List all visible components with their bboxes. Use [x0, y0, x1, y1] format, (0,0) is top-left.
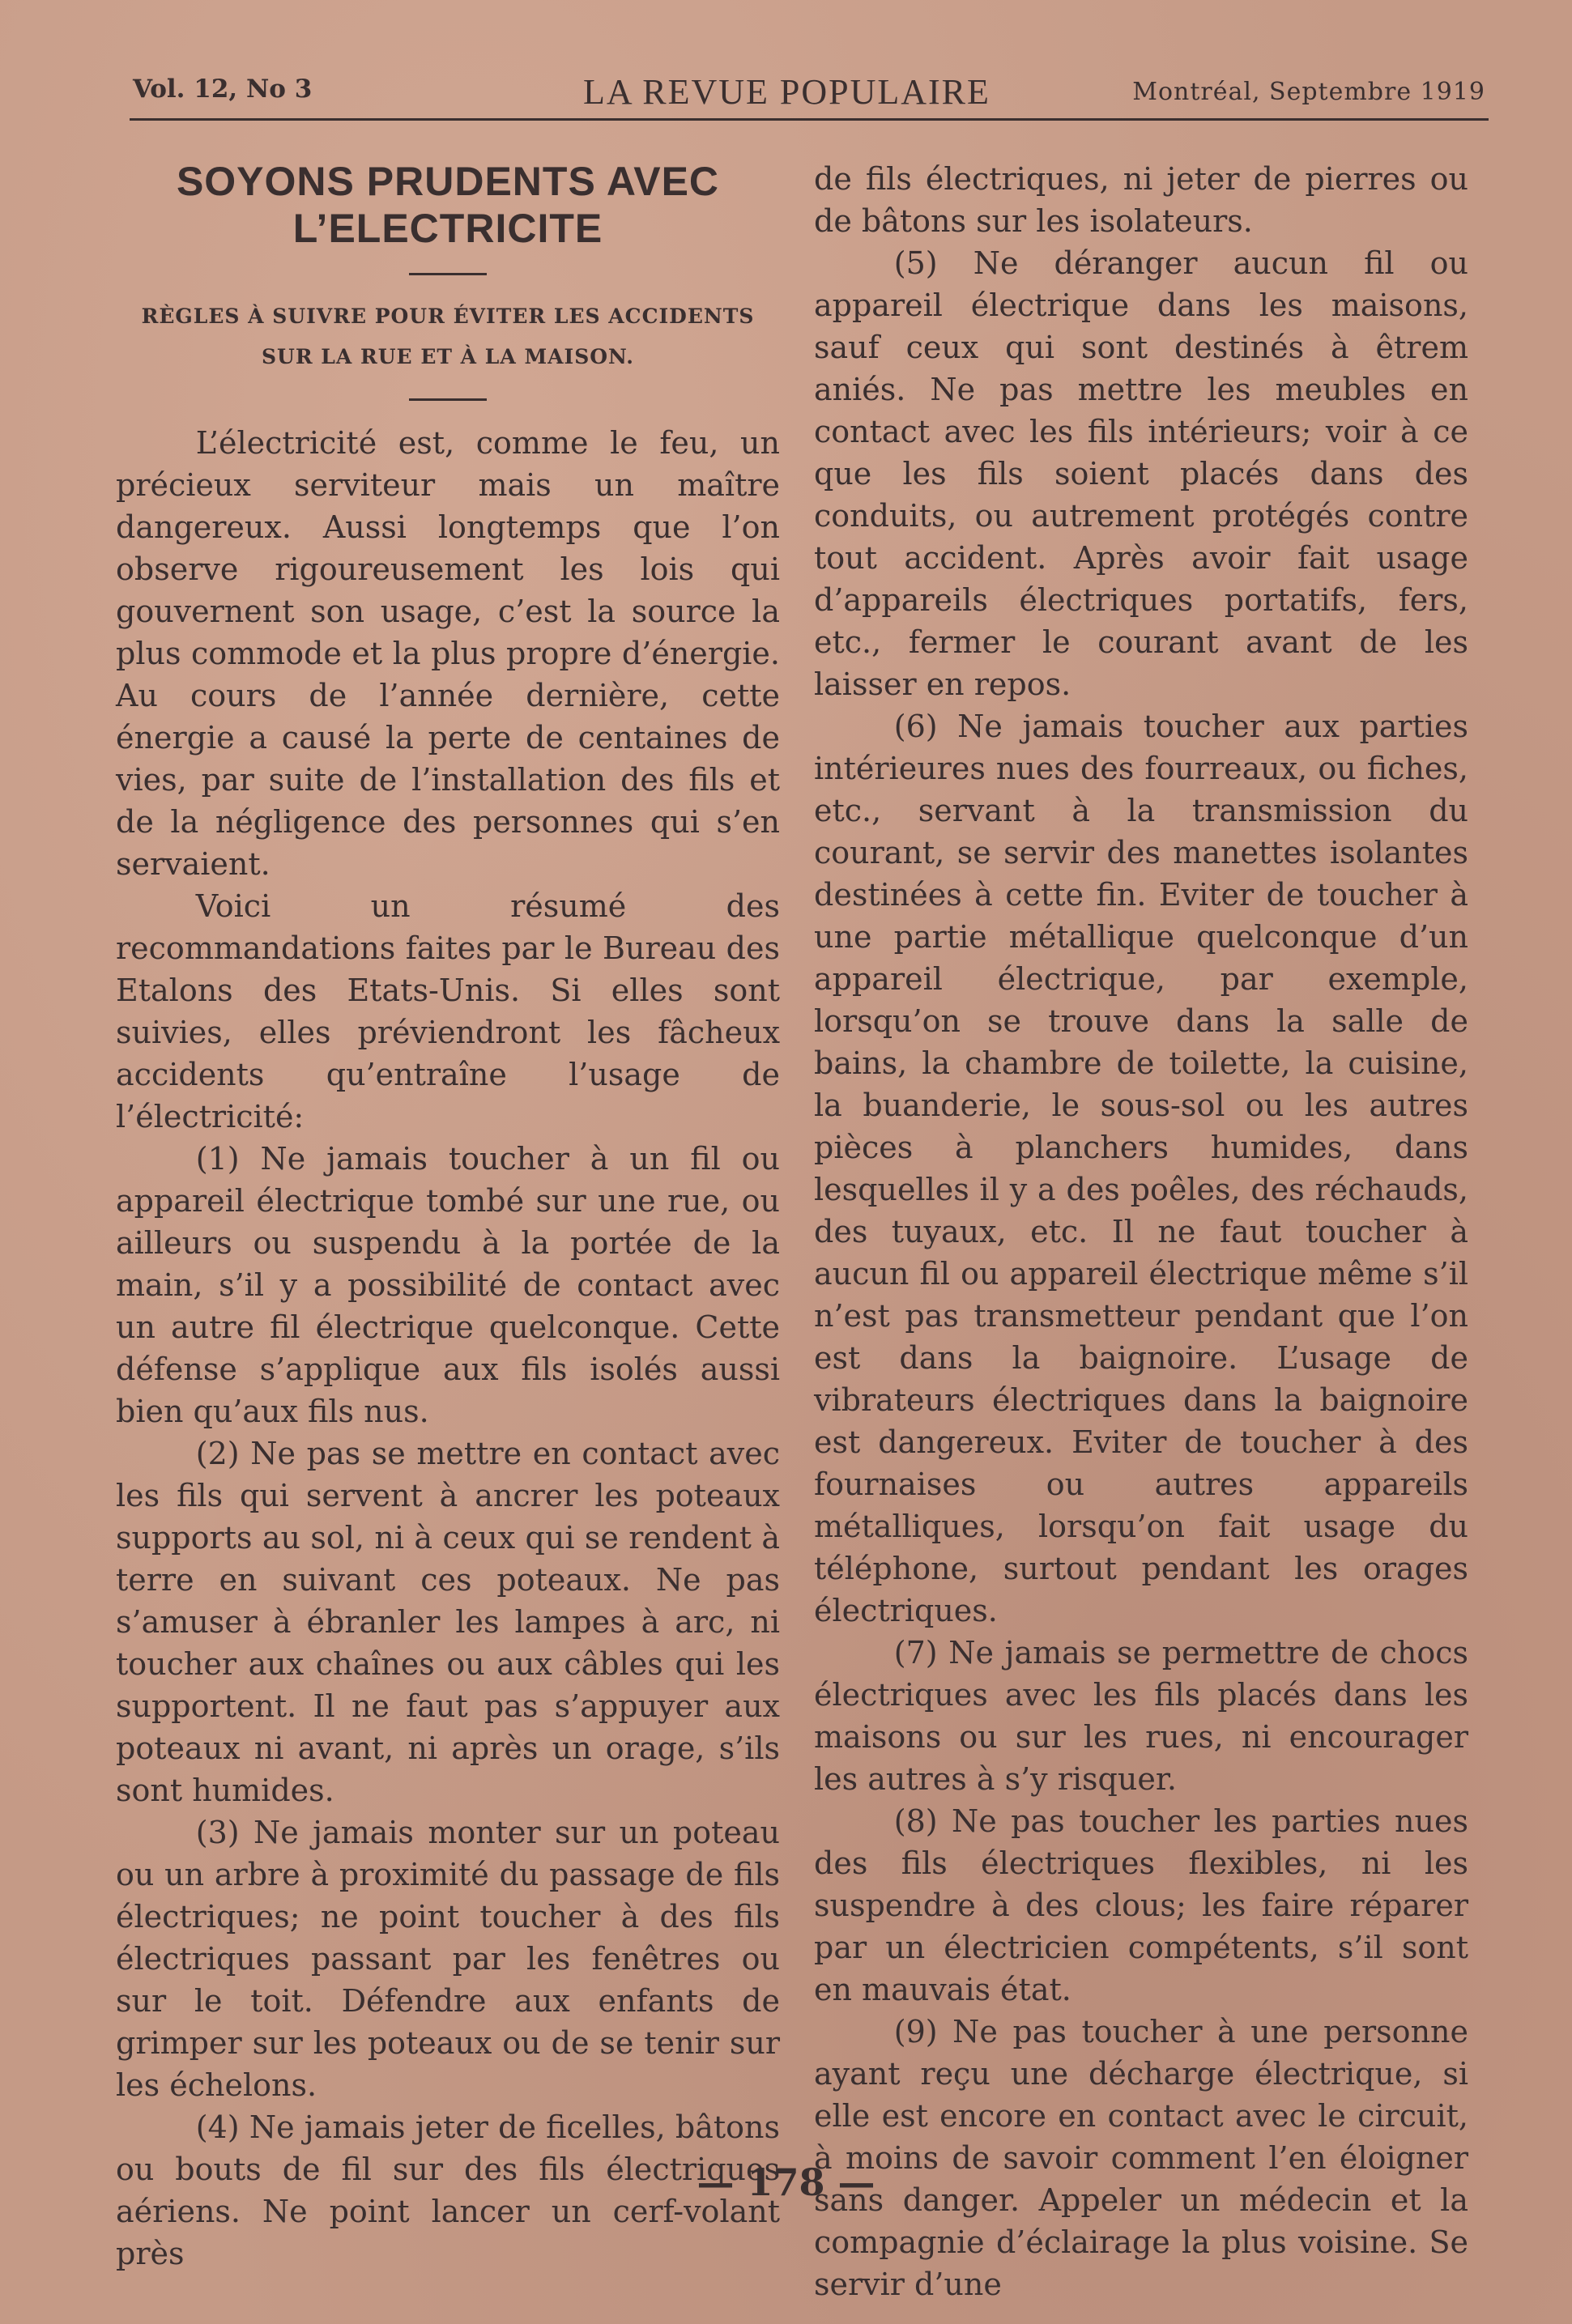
summary-paragraph: Voici un résumé des recommandations faites par le Bureau des Etalons des Etats-Unis. Si elles sont suivies, elles préviendront les fâcheux accidents qu’entraîne l’usage de l’électricité: [116, 888, 780, 1134]
article-title-line-1: SOYONS PRUDENTS AVEC [176, 159, 720, 204]
article-title [116, 158, 780, 252]
article-subtitle-line-2: SUR LA RUE ET À LA MAISON. [261, 345, 635, 368]
rule-8-paragraph: (8) Ne pas toucher les parties nues des fils électriques flexibles, ni les suspendre à des clous; les faire réparer par un électricien compétents, s’il sont en mauvais état. [814, 1803, 1468, 2007]
left-column [116, 158, 780, 2275]
rule-9-paragraph: (9) Ne pas toucher à une personne ayant reçu une décharge électrique, si elle est encore en contact avec le circuit, à moins de savoir comment l’en éloigner sans danger. Appeler un médecin et la compagnie d’éclairage la plus voisine. Se servir d’une [814, 2014, 1468, 2302]
subtitle-divider [409, 398, 487, 401]
publication-title: LA REVUE POPULAIRE [583, 72, 990, 112]
page-header [121, 71, 1490, 120]
rule-1-paragraph: (1) Ne jamais toucher à un fil ou appareil électrique tombé sur une rue, ou ailleurs ou suspendu à la portée de la main, s’il y a possibilité de contact avec un autre fil électrique quelconque. Cette défense s’applique aux fils isolés aussi bien qu’aux fils nus. [116, 1141, 780, 1429]
volume-number: Vol. 12, No 3 [133, 74, 313, 104]
right-column [814, 158, 1468, 2305]
title-divider [409, 273, 487, 275]
article-title-line-2: L’ELECTRICITE [292, 206, 603, 251]
article-subtitle-line-1: RÈGLES À SUIVRE POUR ÉVITER LES ACCIDENTS [141, 304, 755, 328]
issue-date: Montréal, Septembre 1919 [1132, 78, 1485, 106]
intro-paragraph: L’électricité est, comme le feu, un précieux serviteur mais un maître dangereux. Aussi longtemps que l’on observe rigoureusement les lois qui gouvernent son usage, c’est la source la plus commode et la plus propre d’énergie. Au cours de l’année dernière, cette énergie a causé la perte de centaines de vies, par suite de l’installation des fils et de la négligence des personnes qui s’en servaient. [116, 425, 780, 882]
article-subtitle [116, 296, 780, 377]
header-divider [130, 118, 1489, 121]
rule-3-paragraph: (3) Ne jamais monter sur un poteau ou un arbre à proximité du passage de fils électriques; ne point toucher à des fils électriques passant par les fenêtres ou sur le toit. Défendre aux enfants de grimper sur les poteaux ou de se tenir sur les échelons. [116, 1815, 780, 2103]
rule-7-paragraph: (7) Ne jamais se permettre de chocs électriques avec les fils placés dans les maisons ou sur les rues, ni encourager les autres à s’y risquer. [814, 1635, 1468, 1797]
page-number: — 178 — [697, 2160, 875, 2204]
rule-2-paragraph: (2) Ne pas se mettre en contact avec les fils qui servent à ancrer les poteaux supports au sol, ni à ceux qui se rendent à terre en suivant ces poteaux. Ne pas s’amuser à ébranler les lampes à arc, ni toucher aux chaînes ou aux câbles qui les supportent. Il ne faut pas s’appuyer aux poteaux ni avant, ni après un orage, s’ils sont humides. [116, 1436, 780, 1808]
rule-4-continuation: de fils électriques, ni jeter de pierres ou de bâtons sur les isolateurs. [814, 161, 1468, 239]
rule-6-paragraph: (6) Ne jamais toucher aux parties intérieures nues des fourreaux, ou fiches, etc., servant à la transmission du courant, se servir des manettes isolantes destinées à cette fin. Eviter de toucher à une partie métallique quelconque d’un appareil électrique, par exemple, lorsqu’on se trouve dans la salle de bains, la chambre de toilette, la cuisine, la buanderie, le sous-sol ou les autres pièces à planchers humides, dans lesquelles il y a des poêles, des réchauds, des tuyaux, etc. Il ne faut toucher à aucun fil ou appareil électrique même s’il n’est pas transmetteur pendant que l’on est dans la baignoire. L’usage de vibrateurs électriques dans la baignoire est dangereux. Eviter de toucher à des fournaises ou autres appareils métalliques, lorsqu’on fait usage du téléphone, surtout pendant les orages électriques. [814, 709, 1468, 1628]
rule-5-paragraph: (5) Ne déranger aucun fil ou appareil électrique dans les maisons, sauf ceux qui sont destinés à êtrem aniés. Ne pas mettre les meubles en contact avec les fils intérieurs; voir à ce que les fils soient placés dans des conduits, ou autrement protégés contre tout accident. Après avoir fait usage d’appareils électriques portatifs, fers, etc., fermer le courant avant de les laisser en repos. [814, 245, 1468, 702]
rule-4-paragraph: (4) Ne jamais jeter de ficelles, bâtons ou bouts de fil sur des fils électriques aériens. Ne point lancer un cerf-volant près [116, 2109, 780, 2271]
